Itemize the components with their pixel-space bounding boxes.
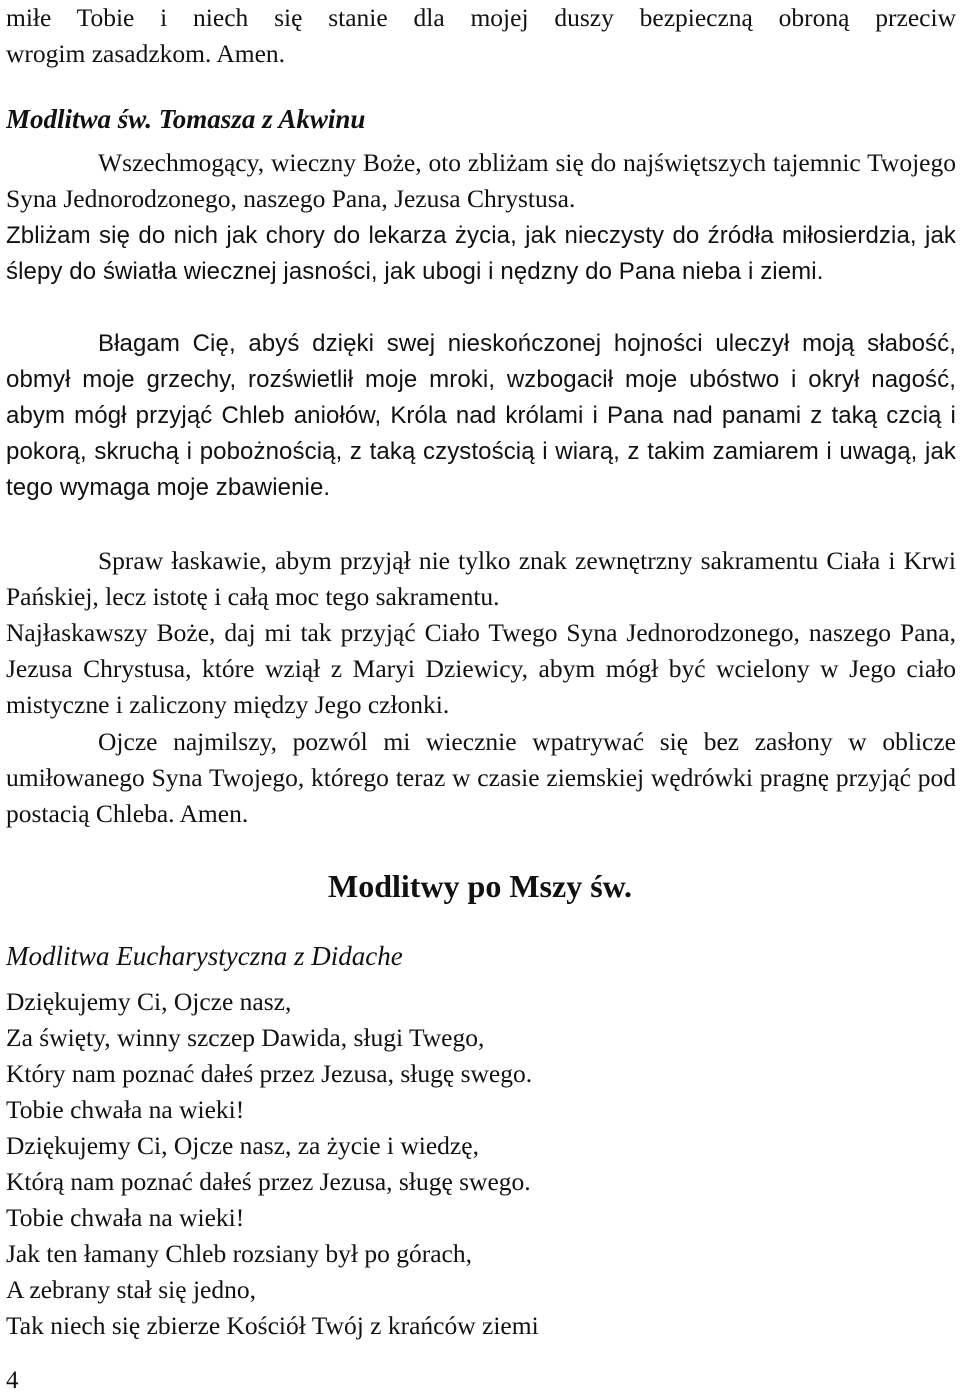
- prayer-line: Jak ten łamany Chleb rozsiany był po górach,: [6, 1239, 472, 1268]
- prayer-line: Który nam poznać dałeś przez Jezusa, sługę swego.: [6, 1059, 533, 1088]
- intro-line-1: miłe Tobie i niech się stanie dla mojej duszy bezpieczną obroną przeciw: [6, 3, 956, 32]
- intro-line-2: wrogim zasadzkom. Amen.: [6, 39, 286, 68]
- section-heading-tomasz: Modlitwa św. Tomasza z Akwinu: [6, 104, 366, 134]
- paragraph-6: Ojcze najmilszy, pozwól mi wiecznie wpatrywać się bez zasłony w oblicze umiłowanego Syna Twojego, którego teraz w czasie ziemskiej wędrówki pragnę przyjąć pod postacią Chleba. Amen.: [6, 727, 956, 828]
- paragraph-5: Najłaskawszy Boże, daj mi tak przyjąć Ciało Twego Syna Jednorodzonego, naszego Pana, Jezusa Chrystusa, które wziął z Maryi Dziewicy, abym mógł być wcielony w Jego ciało mistyczne i zaliczony między Jego członki.: [6, 618, 956, 719]
- paragraph-3: Błagam Cię, abyś dzięki swej nieskończonej hojności uleczył moją słabość, obmył moje grzechy, rozświetlił moje mroki, wzbogacił moje ubóstwo i okrył nagość, abym mógł przyjąć Chleb aniołów, Króla nad królami i Pana nad panami z taką czcią i pokorą, skruchą i pobożnością, z taką czystością i wiarą, z takim zamiarem i uwagą, jak tego wymaga moje zbawienie.: [6, 330, 956, 501]
- prayer-line: Tak niech się zbierze Kościół Twój z krańców ziemi: [6, 1311, 539, 1340]
- page-number: 4: [6, 1367, 19, 1394]
- prayer-line: Tobie chwała na wieki!: [6, 1095, 245, 1124]
- section-heading-didache: Modlitwa Eucharystyczna z Didache: [6, 941, 403, 971]
- prayer-line: Którą nam poznać dałeś przez Jezusa, sługę swego.: [6, 1167, 531, 1196]
- prayer-line: Tobie chwała na wieki!: [6, 1203, 245, 1232]
- paragraph-2: Zbliżam się do nich jak chory do lekarza życia, jak nieczysty do źródła miłosierdzia, jak ślepy do światła wiecznej jasności, jak ubogi i nędzny do Pana nieba i ziemi.: [6, 222, 956, 285]
- paragraph-4: Spraw łaskawie, abym przyjął nie tylko znak zewnętrzny sakramentu Ciała i Krwi Pańskiej, lecz istotę i całą moc tego sakramentu.: [6, 546, 956, 611]
- prayer-line: Za święty, winny szczep Dawida, sługi Twego,: [6, 1023, 485, 1052]
- prayer-line: Dziękujemy Ci, Ojcze nasz, za życie i wiedzę,: [6, 1131, 479, 1160]
- prayer-line: A zebrany stał się jedno,: [6, 1275, 256, 1304]
- paragraph-1: Wszechmogący, wieczny Boże, oto zbliżam się do najświętszych tajemnic Twojego Syna Jednorodzonego, naszego Pana, Jezusa Chrystusa.: [6, 148, 956, 213]
- section-title-after-mass: Modlitwy po Mszy św.: [328, 868, 632, 904]
- prayer-line: Dziękujemy Ci, Ojcze nasz,: [6, 987, 292, 1016]
